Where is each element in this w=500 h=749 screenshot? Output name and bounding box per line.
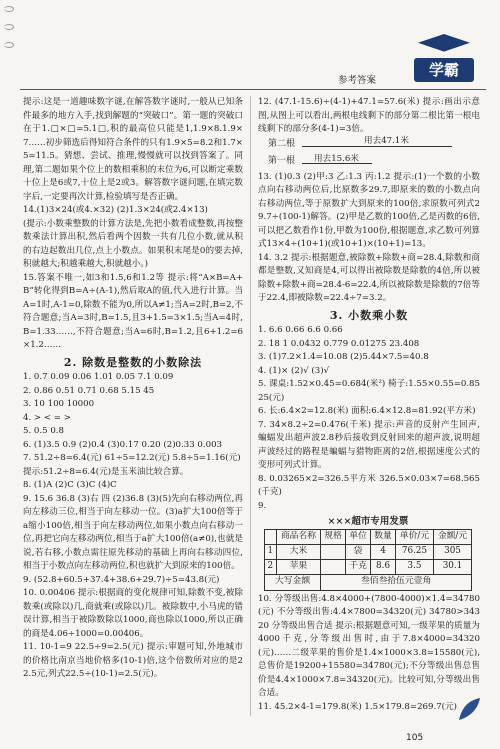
invoice-cell: 3.5 [396, 559, 434, 574]
answer-13: 13. (1)0.3 (2)甲:3 乙:1.3 丙:1.2 提示:(1)一个数的小数点向右移动两位后,比原数多29.7,即原来的数的小数点向右移动两位,等于原数扩大到原来的100倍,求原数可列式29.7÷(100-1)解答。(2)甲是乙数的100倍,乙是丙数的6倍,可以把乙数看作1份,甲数为100份,根据题意,求乙数可列算式13×4÷(10+1)(或10+1)×(10+1)=13。 [258, 171, 480, 249]
invoice-cell: 1 [265, 544, 277, 559]
invoice-cell: 2 [265, 559, 277, 574]
invoice-cell: 袋 [346, 544, 371, 559]
r-answer-8: 8. 0.03265×2=326.5平方米 326.5×0.03×7=68.565(千克) [258, 473, 480, 497]
r-answer-7: 7. 34×8.2÷2=0.476(千米) 提示:声音的反射产生回声,蝙蝠发出超声波2.8秒后接收到反射回来的超声波,说明超声波经过的路程是蝙蝠与猎物距离的2倍,根据速度公式的变形可列式计算。 [258, 419, 480, 470]
answer-4: 4. > < = > [23, 412, 71, 423]
answer-9b: 9. (52.8+60.5+37.4+38.6+29.7)÷5=43.8(元) [23, 574, 220, 585]
brand-word: 学霸 [414, 58, 474, 82]
invoice-cell: 苹果 [276, 559, 320, 574]
hint-7: 提示:51.2÷8=6.4(元)是玉米油比较合算。 [23, 466, 189, 477]
invoice-cell [321, 559, 346, 574]
invoice-cell: 4 [371, 544, 396, 559]
r-answer-1: 1. 6.6 0.66 6.6 0.66 [258, 325, 343, 335]
leaf-icon [456, 696, 482, 722]
r-answer-5: 5. 课桌:1.52×0.45=0.684(米²) 椅子:1.55×0.55=0.8525(元) [258, 379, 480, 403]
r-answer-6: 6. 长:6.4×2=12.8(米) 面积:6.4×12.8=81.92(平方米) [258, 406, 476, 416]
invoice-header: 商品名称 [276, 529, 320, 544]
answer-7: 7. 51.2÷8=6.4(元) 61÷5=12.2(元) 5.8÷5=1.16(元) [23, 453, 241, 463]
diagram-row2-label: 第二根 [268, 138, 296, 149]
r-answer-2: 2. 18 1 0.0432 0.779 0.01275 23.408 [258, 338, 420, 349]
diagram-used1: 用去15.6米 [314, 153, 359, 164]
invoice-cell [321, 544, 346, 559]
right-column [258, 96, 480, 714]
invoice-cell: 30.1 [433, 559, 471, 574]
table-row [265, 544, 472, 559]
section-title: 3. 小数乘小数 [329, 308, 409, 322]
answer-9: 9. 15.6 36.8 (3)右 四 (2)36.8 (3)(5)先向右移动两位,再向左移动三位,相当于向左移动一位。(3)a扩大100倍等于a缩小100倍,相当于向左移动两位,如果小数点向右移动一位,再把它向左移动两位,相当于a扩大100倍(a≠0),也就是说,若右移,小数点需往原先移动的基础上再向右移动四位,相当于小数点向左移动两位,积也就扩大到原来的100倍。 [23, 493, 243, 571]
section-title: 2. 除数是整数的小数除法 [63, 355, 203, 369]
r-answer-10: 10. 分等级出售:4.8×4000+(7800-4000)×1.4=34780(元) 不分等级出售:4.4×7800=34320(元) 34780>34320 分等级出售合适 提示:根据题意可知,一级苹果的质量为4000千克,分等级出售时,由于7.8×4000=34320(元)……二级苹果的售价是1.4×1000×3.8=15580(元),总售价是19200+15580=34780(元);不分等级出售总售价是4.4×1000×7.8=34320(元)。比较可知,分等级出售合适。 [258, 593, 480, 698]
header-ref-answer: 参考答案 [338, 75, 377, 86]
binding-ring [4, 42, 14, 48]
answer-11: 11. 10-1=9 22.5÷9=2.5(元) 提示:审题可知,外地城市的价格比南京当地价格多(10-1)倍,这个倍数所对应的是22.5元,列式22.5÷(10-1)=2.5(元)。 [23, 642, 243, 679]
hint-14: (提示:小数乘整数的计算方法是,先把小数看成整数,再按整数乘法计算出积,然后看两个因数一共有几位小数,就从积的右边起数出几位,点上小数点。如果积末尾是0的要去掉,积就越大;积越乘越大,积就越小。) [23, 218, 243, 269]
invoice-total-label: 大写金额 [265, 574, 321, 590]
invoice-header: 规格 [321, 529, 346, 544]
answer-5: 5. 0.5 0.8 [23, 426, 64, 436]
binding-ring [4, 24, 14, 30]
invoice-cell: 大米 [276, 544, 320, 559]
page-number: 105 [406, 733, 424, 743]
hint-13: 提示:这是一道趣味数字谜,在解答数字谜时,一般从已知条件最多的地方入手,找到解题的“突破口”。第一题的突破口在于1.□×□=5.1□,积的最高位只能是1,1.9×8.1.9×7……初步筛选后得知符合条件的只有1.9×5=8.2和1.7×5=11.5。猜想、尝试、推理,慢慢就可以找到答案了。同理,第二题如果个位上的数相乘积的末位为6,可以断定乘数十位上是6或7,十位上是2或3。解答数字谜问题,在填完数字后,一定要再次计算,检验填写是否正确。 [23, 97, 243, 202]
invoice-title: ×××超市专用发票 [327, 516, 409, 527]
answer-10: 10. 0.00406 提示:根据商的变化规律可知,除数不变,被除数乘(或除以)几,商就乘(或除以)几。被除数中,小马虎的错误计算,相当于被除数除以1000,商也除以1000,所以正确的商是4.06÷1000=0.00406。 [23, 588, 243, 639]
column-divider [250, 96, 251, 716]
invoice-cell: 千克 [346, 559, 371, 574]
answer-3: 3. 10 100 10000 [23, 399, 95, 409]
invoice-cell: 305 [433, 544, 471, 559]
answer-8: 8. (1)A (2)C (3)C (4)C [23, 480, 117, 490]
invoice-header: 单位 [346, 529, 371, 544]
answer-1: 1. 0.7 0.09 0.06 1.01 0.05 7.1 0.09 [23, 372, 174, 382]
invoice-header: 金额/元 [433, 529, 471, 544]
r-answer-3: 3. (1)7.2×1.4=10.08 (2)5.44×7.5=40.8 [258, 352, 429, 362]
brand-logo [404, 34, 484, 90]
r-answer-9: 9. [258, 500, 267, 511]
graduation-cap-icon [418, 34, 470, 56]
answer-6: 6. (1)3.5 0.9 (2)0.4 (3)0.17 0.20 (2)0.33 0.003 [23, 439, 223, 450]
binding-ring [4, 6, 14, 12]
r-answer-4: 4. (1)× (2)√ (3)√ [258, 365, 330, 376]
invoice-header: 数量 [371, 529, 396, 544]
r-answer-11: 11. 45.2×4-1=179.8(米) 1.5×179.8=269.7(元) [258, 701, 457, 712]
diagram-used2: 用去47.1米 [364, 135, 409, 146]
invoice-cell: 8.6 [371, 559, 396, 574]
invoice-total-value: 叁佰叁拾伍元壹角 [321, 574, 472, 590]
answer-14: 14.(1)3×24(或4.×32) (2)1.3×24(或2.4×13) [23, 205, 208, 215]
answer-2: 2. 0.86 0.51 0.71 0.68 5.15 45 [23, 385, 155, 396]
answer-12: 12. (47.1-15.6)÷(4-1)+47.1=57.6(米) 提示:画出示意图,从图上可以看出,两根电线剩下的部分第二根比第一根电线剩下的部分多(4-1)=3倍。 [258, 97, 480, 134]
answer-15: 15.答案不唯一,如3和1.5,6和1.2等 提示:将“A×B=A+B”转化得到B=A÷(A-1),然后取A的值,代入进行计算。当A=1时,A-1=0,除数不能为0,所以A≠1;当A=2时,B=2,不符合题意;当A=3时,B=1.5,且3+1.5=3×1.5;当A=4时,B=1.33……,不符合题意;当A=6时,B=1.2,且6+1.2=6×1.2…… [23, 272, 243, 350]
wire-diagram [268, 135, 468, 170]
diagram-row1-label: 第一根 [268, 155, 296, 166]
left-column [23, 96, 243, 682]
invoice-cell: 76.25 [396, 544, 434, 559]
answer-14r: 14. 3.2 提示:根据题意,被除数+除数+商=28.4,除数和商都是整数,又知商是4,可以得出被除数是除数的4倍,所以被除数+除数+商=28.4-6=22.4,所以被除数是除数的7倍等于22.4,即被除数=22.4÷7=3.2。 [258, 252, 480, 303]
invoice-table [264, 515, 472, 591]
table-row [265, 559, 472, 574]
invoice-header [265, 529, 277, 544]
invoice-header: 单价/元 [396, 529, 434, 544]
